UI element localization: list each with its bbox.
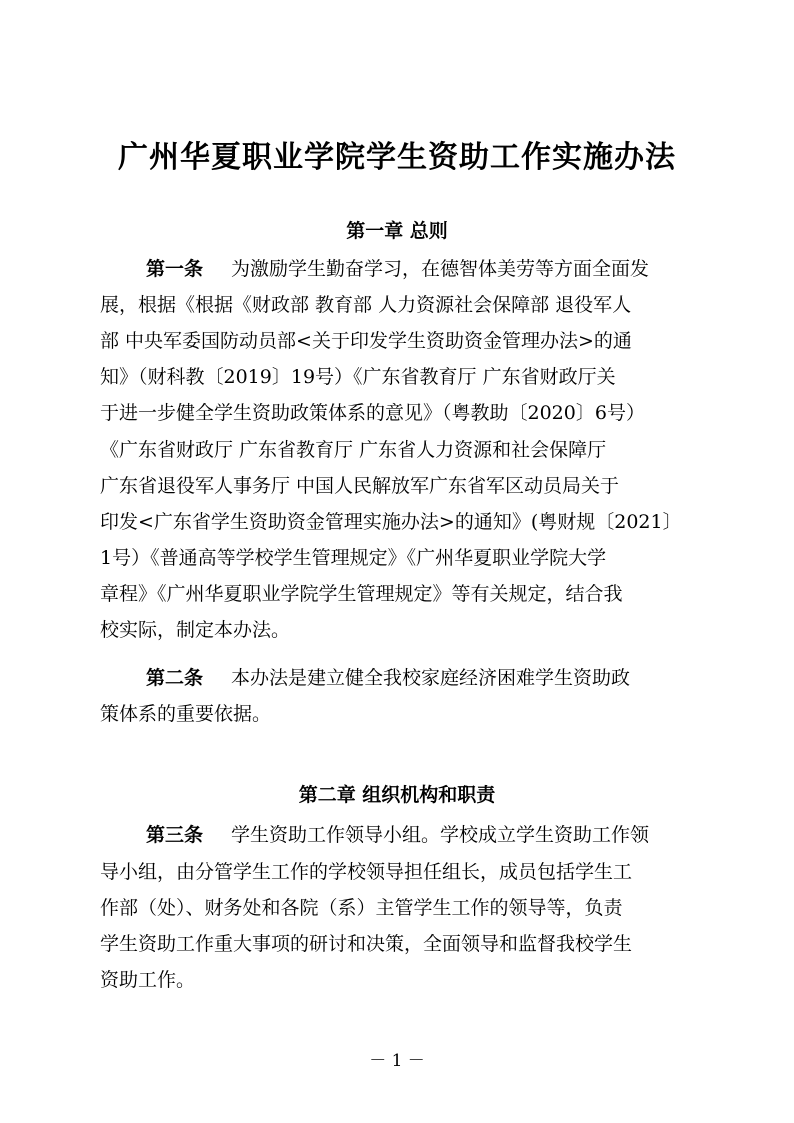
article-3-line: 学生资助工作重大事项的研讨和决策，全面领导和监督我校学生: [100, 933, 633, 955]
article-2-label: 第二条: [146, 667, 204, 689]
article-3-line: 资助工作。: [100, 969, 196, 991]
article-2-line: 策体系的重要依据。: [100, 703, 272, 725]
article-3-text: 学生资助工作领导小组。学校成立学生资助工作领: [231, 824, 650, 846]
article-3-first-line: [146, 820, 746, 850]
article-1-line: 印发<广东省学生资助资金管理实施办法>的通知》(粤财规〔2021〕: [100, 511, 682, 533]
chapter-1-heading: 第一章 总则: [346, 220, 448, 242]
article-1-line: 知》（财科教〔2019〕19号）《广东省教育厅 广东省财政厅关: [100, 366, 616, 388]
article-1-line: 部 中央军委国防动员部<关于印发学生资助资金管理办法>的通: [100, 330, 632, 352]
article-2-first-line: [146, 663, 746, 693]
article-1-label: 第一条: [146, 258, 204, 280]
article-1-line: 广东省退役军人事务厅 中国人民解放军广东省军区动员局关于: [100, 475, 620, 497]
article-1-line: 章程》《广州华夏职业学院学生管理规定》等有关规定，结合我: [100, 583, 623, 605]
article-3-line: 导小组，由分管学生工作的学校领导担任组长，成员包括学生工: [100, 861, 633, 883]
article-1-first-line: [146, 254, 746, 284]
article-1-line: 1号）《普通高等学校学生管理规定》《广州华夏职业学院大学: [100, 547, 607, 569]
page-number: － 1 －: [369, 1051, 425, 1071]
article-1-line: 于进一步健全学生资助政策体系的意见》（粤教助〔2020〕6号）: [100, 402, 645, 424]
document-title: 广州华夏职业学院学生资助工作实施办法: [118, 140, 676, 175]
article-1-line: 校实际，制定本办法。: [100, 619, 291, 641]
article-2-text: 本办法是建立健全我校家庭经济困难学生资助政: [231, 667, 631, 689]
chapter-2-heading: 第二章 组织机构和职责: [298, 784, 496, 806]
article-1-line: 展，根据《根据《财政部 教育部 人力资源社会保障部 退役军人: [100, 294, 632, 316]
article-1-line: 《广东省财政厅 广东省教育厅 广东省人力资源和社会保障厅: [100, 439, 607, 461]
article-3-line: 作部（处）、财务处和各院（系）主管学生工作的领导等，负责: [100, 897, 623, 919]
article-3-label: 第三条: [146, 824, 204, 846]
article-1-text: 为激励学生勤奋学习，在德智体美劳等方面全面发: [231, 258, 650, 280]
